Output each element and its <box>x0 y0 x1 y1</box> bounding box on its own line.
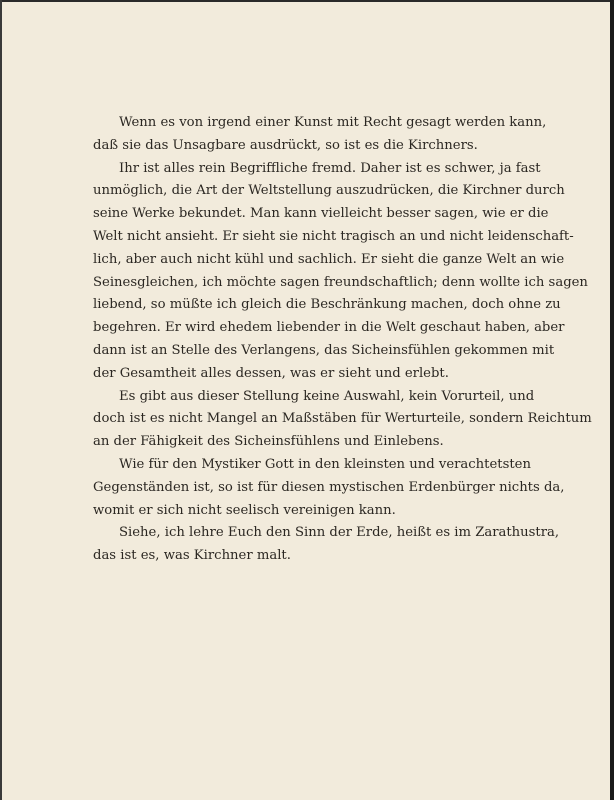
body-text <box>93 112 592 568</box>
text-line: daß sie das Unsagbare ausdrückt, so ist es die Kirchners. <box>93 137 478 153</box>
text-line: Seinesgleichen, ich möchte sagen freundschaftlich; denn wollte ich sagen <box>93 274 588 290</box>
paragraph <box>93 454 565 522</box>
text-line: Welt nicht ansieht. Er sieht sie nicht tragisch an und nicht leidenschaft- <box>93 228 574 244</box>
text-line: liebend, so müßte ich gleich die Beschränkung machen, doch ohne zu <box>93 297 561 313</box>
text-line: womit er sich nicht seelisch vereinigen kann. <box>93 502 396 518</box>
text-line: lich, aber auch nicht kühl und sachlich. Er sieht die ganze Welt an wie <box>93 251 565 267</box>
text-line: Wie für den Mystiker Gott in den kleinsten und verachtetsten <box>119 456 531 472</box>
text-line: seine Werke bekundet. Man kann vielleicht besser sagen, wie er die <box>93 206 549 222</box>
text-line: das ist es, was Kirchner malt. <box>93 548 291 564</box>
text-line: unmöglich, die Art der Weltstellung auszudrücken, die Kirchner durch <box>93 183 565 199</box>
text-line: Ihr ist alles rein Begriffliche fremd. Daher ist es schwer, ja fast <box>119 160 541 176</box>
text-line: dann ist an Stelle des Verlangens, das Sicheinsfühlen gekommen mit <box>93 342 555 358</box>
paragraph <box>93 386 592 454</box>
page-edge-left <box>0 0 2 800</box>
text-line: der Gesamtheit alles dessen, was er sieht und erlebt. <box>93 365 449 381</box>
text-line: doch ist es nicht Mangel an Maßstäben für Werturteile, sondern Reichtum <box>93 411 592 427</box>
text-line: begehren. Er wird ehedem liebender in die Welt geschaut haben, aber <box>93 320 565 336</box>
text-line: Wenn es von irgend einer Kunst mit Recht gesagt werden kann, <box>119 115 547 130</box>
paragraph <box>93 522 560 568</box>
page-edge-right <box>610 0 614 800</box>
text-line: Siehe, ich lehre Euch den Sinn der Erde, heißt es im Zarathustra, <box>119 525 560 541</box>
paragraph <box>93 112 547 158</box>
text-line: an der Fähigkeit des Sicheinsfühlens und Einlebens. <box>93 434 444 450</box>
page-edge-top <box>0 0 614 2</box>
text-line: Gegenständen ist, so ist für diesen mystischen Erdenbürger nichts da, <box>93 479 565 495</box>
text-line: Es gibt aus dieser Stellung keine Auswahl, kein Vorurteil, und <box>119 388 535 404</box>
paragraph <box>93 158 588 386</box>
